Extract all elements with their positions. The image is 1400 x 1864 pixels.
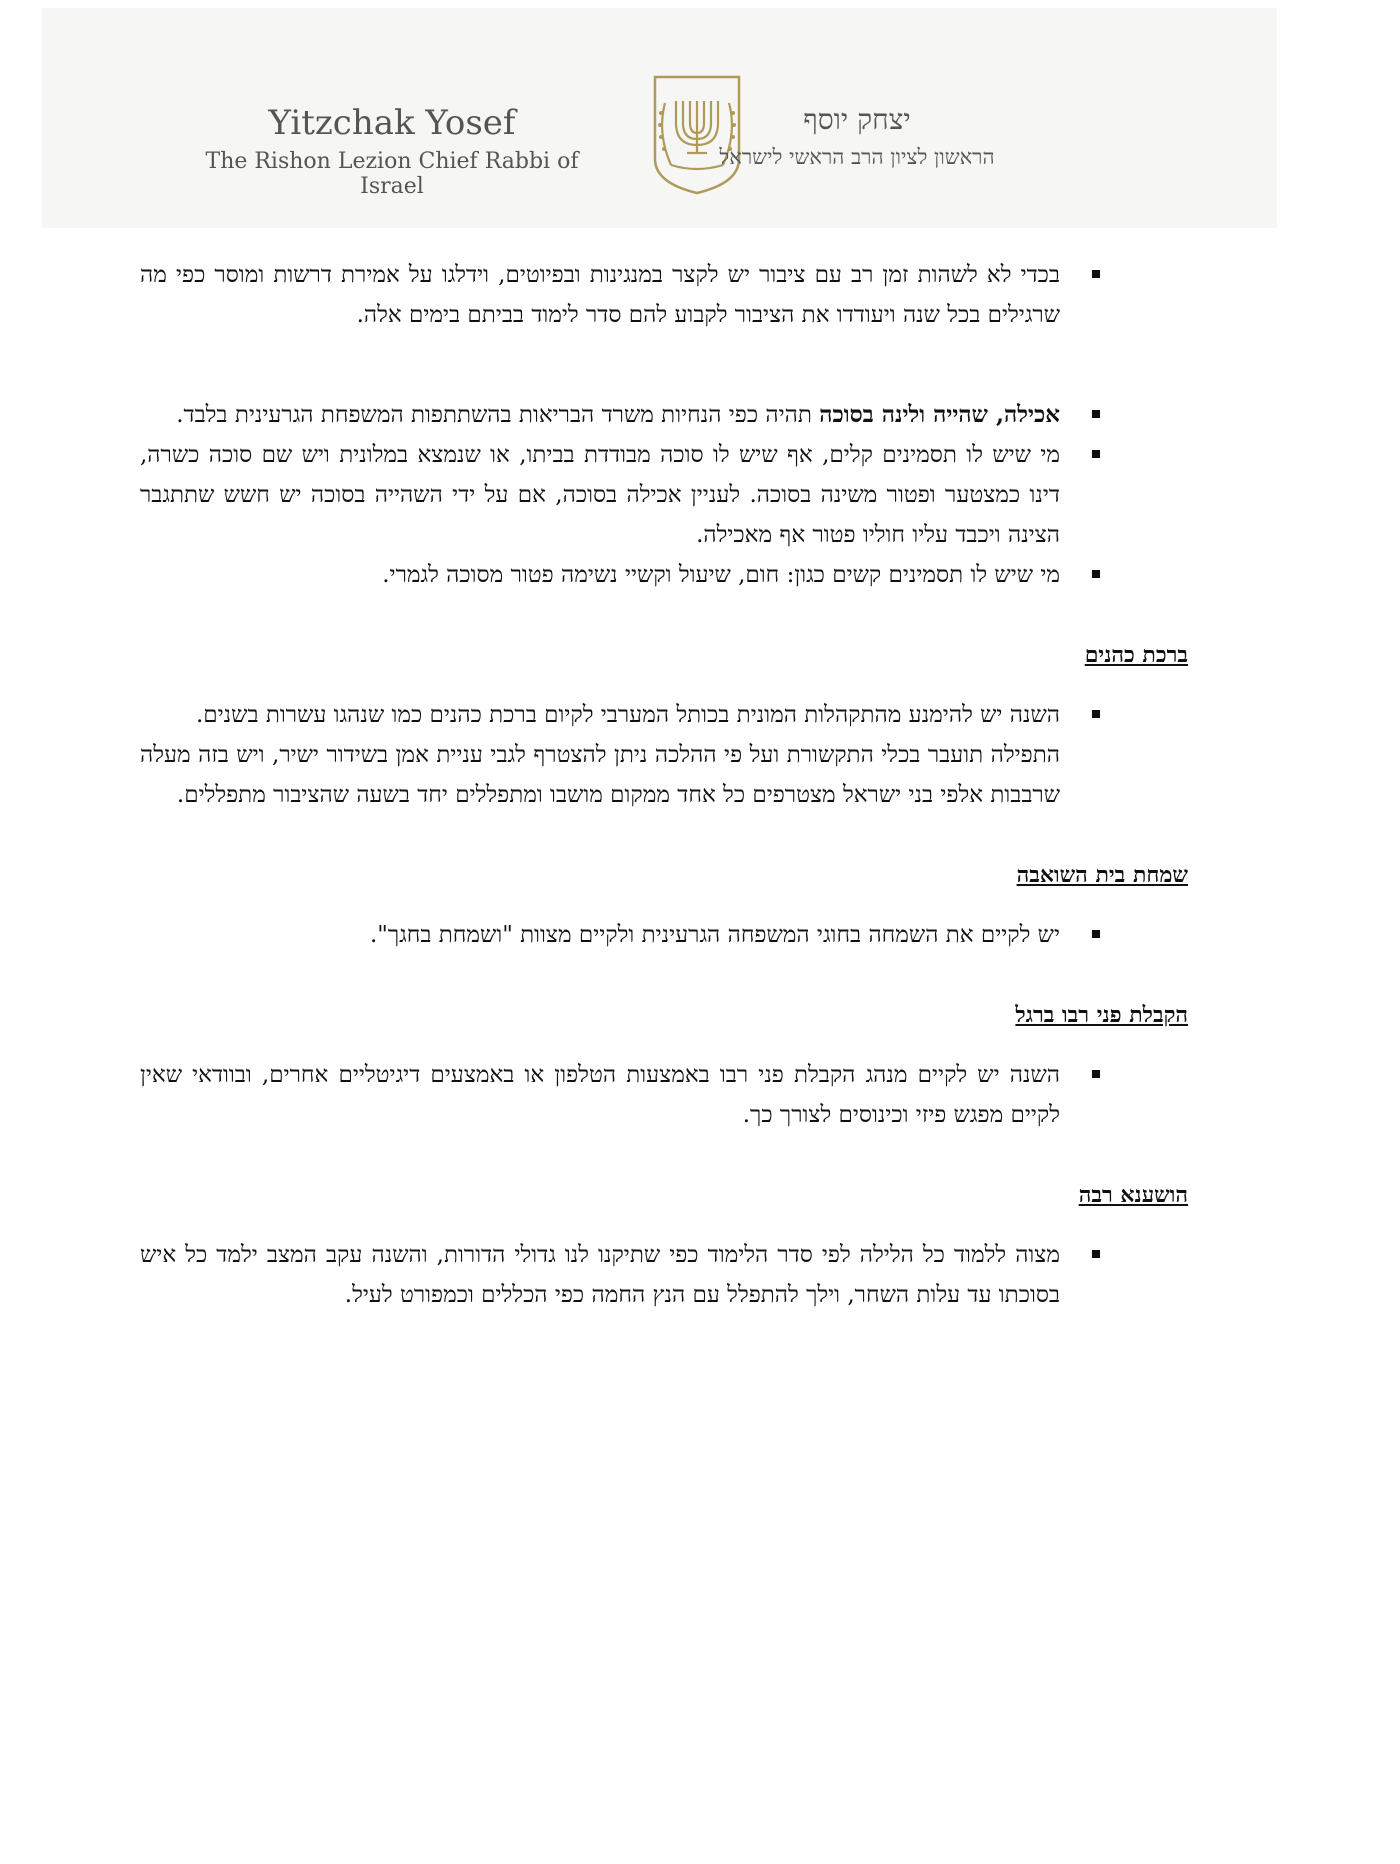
letterhead	[42, 8, 1277, 228]
item-text: תהיה כפי הנחיות משרד הבריאות בהשתתפות המשפחת הגרעינית בלבד.	[176, 402, 820, 428]
paragraph: התפילה תועבר בכלי התקשורת ועל פי ההלכה ניתן להצטרף לגבי עניית אמן בשידור ישיר, ויש בזה מעלה שרבבות אלפי בני ישראל מצטרפים כל אחד ממקום מושבו ומתפללים יחד בשעה שהציבור מתפללים.	[140, 742, 1060, 808]
item-bold-text: אכילה, שהייה ולינה בסוכה	[819, 401, 1060, 428]
item-text: יש לקיים את השמחה בחוגי המשפחה הגרעינית ולקיים מצוות "ושמחת בחגך".	[369, 922, 1060, 948]
list-item	[140, 435, 1100, 555]
hebrew-title: הראשון לציון הרב הראשי לישראל	[719, 145, 995, 169]
list-item	[140, 1055, 1100, 1135]
hebrew-name: יצחק יוסף	[803, 103, 911, 136]
square-bullet-icon	[1092, 410, 1100, 418]
letterhead-english	[172, 103, 612, 199]
section-heading-birkat-kohanim: ברכת כהנים	[1084, 642, 1188, 668]
section-heading-simchat-beit-hashoeva: שמחת בית השואבה	[1016, 862, 1188, 888]
item-text: השנה יש להימנע מהתקהלות המונית בכותל המערבי לקיום ברכת כהנים כמו שנהגו עשרות בשנים.	[195, 702, 1060, 728]
document-body	[140, 255, 1188, 1315]
square-bullet-icon	[1092, 930, 1100, 938]
square-bullet-icon	[1092, 570, 1100, 578]
english-name: Yitzchak Yosef	[268, 103, 516, 143]
english-title: The Rishon Lezion Chief Rabbi of Israel	[205, 149, 579, 199]
list-item	[140, 915, 1100, 955]
list-item	[140, 695, 1100, 735]
item-text: השנה יש לקיים מנהג הקבלת פני רבו באמצעות הטלפון או באמצעים דיגיטליים אחרים, ובוודאי שאין לקיים מפגש פיזי וכינוסים לצורך כך.	[140, 1062, 1060, 1128]
letterhead-hebrew	[637, 103, 1077, 170]
square-bullet-icon	[1092, 450, 1100, 458]
list-item	[140, 395, 1100, 435]
square-bullet-icon	[1092, 270, 1100, 278]
square-bullet-icon	[1092, 1250, 1100, 1258]
section-heading-hoshana-rabba: הושענא רבה	[1078, 1182, 1188, 1208]
list-item	[140, 555, 1100, 595]
square-bullet-icon	[1092, 1070, 1100, 1078]
section-heading-kabbalat-pnei-rabo: הקבלת פני רבו ברגל	[1015, 1002, 1188, 1028]
square-bullet-icon	[1092, 710, 1100, 718]
item-text: מי שיש לו תסמינים קשים כגון: חום, שיעול וקשיי נשימה פטור מסוכה לגמרי.	[382, 562, 1060, 588]
item-text: מי שיש לו תסמינים קלים, אף שיש לו סוכה מבודדת בביתו, או שנמצא במלונית ויש שם סוכה כשרה, דינו כמצטער ופטור משינה בסוכה. לעניין אכילה בסוכה, אם על ידי השהייה בסוכה יש חשש שתתגבר הצינה ויכבד עליו חוליו פטור אף מאכילה.	[140, 442, 1060, 548]
list-item	[140, 1235, 1100, 1315]
list-item	[140, 255, 1100, 335]
item-text: מצוה ללמוד כל הלילה לפי סדר הלימוד כפי שתיקנו לנו גדולי הדורות, והשנה עקב המצב ילמד כל איש בסוכתו עד עלות השחר, וילך להתפלל עם הנץ החמה כפי הכללים וכמפורט לעיל.	[140, 1242, 1060, 1308]
item-text: בכדי לא לשהות זמן רב עם ציבור יש לקצר במנגינות ובפיוטים, וידלגו על אמירת דרשות ומוסר כפי מה שרגילים בכל שנה ויעודדו את הציבור לקבוע להם סדר לימוד בביתם בימים אלה.	[140, 262, 1060, 328]
